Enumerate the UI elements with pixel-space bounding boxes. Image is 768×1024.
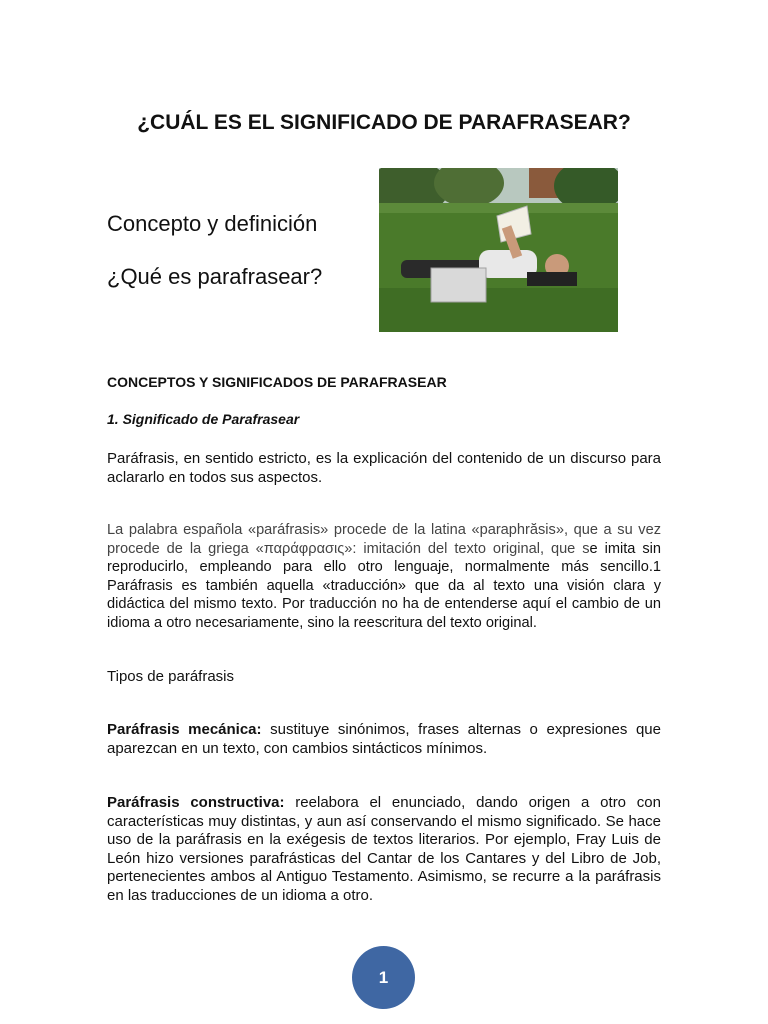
page-number-badge: 1 [352,946,415,1009]
mecanica-label: Paráfrasis mecánica: [107,721,262,738]
constructiva-text: reelabora el enunciado, dando origen a otro con características muy distintas, y aun así conservando el mismo significado. Se hace uso de la paráfrasis en la exégesis de textos literarios. Por ejemplo, Fray Luis de León hizo versiones parafrásticas del Cantar de los Cantares y del Libro de Job, pertenecientes ambos al Antiguo Testamento. Asimismo, se recurre a la paráfrasis en las traducciones de un idioma a otro. [107,794,661,904]
paragraph-constructiva [107,794,661,905]
etymology-text-a: La palabra española «paráfrasis» procede de la latina «paraphrăsis», que a su vez procede de la griega «παράφρασις»: imitación del texto original, que s [107,522,661,557]
constructiva-label: Paráfrasis constructiva: [107,794,285,811]
types-heading: Tipos de paráfrasis [107,668,235,685]
page-title: ¿CUÁL ES EL SIGNIFICADO DE PARAFRASEAR? [137,111,631,134]
concept-heading: Concepto y definición [107,211,318,236]
mecanica-text: sustituye sinónimos, frases alternas o expresiones que aparezcan en un texto, con cambios sintácticos mínimos. [107,721,661,757]
etymology-text-b: e imita sin reproducirlo, empleando para ello otro lenguaje, normalmente más sencillo.1 Paráfrasis es también aquella «traducción» que da al texto una visión clara y didáctica del mismo texto. Por traducción no ha de entenderse aquí el cambio de un idioma a otro necesariamente, sino la reescritura del texto original. [107,540,661,631]
paragraph-mecanica [107,721,661,758]
paragraph-etymology [107,521,661,632]
sub-heading: 1. Significado de Parafrasear [107,411,300,427]
paragraph-definition: Paráfrasis, en sentido estricto, es la explicación del contenido de un discurso para aclararlo en todos sus aspectos. [107,450,661,486]
question-heading: ¿Qué es parafrasear? [107,264,323,289]
section-heading: CONCEPTOS Y SIGNIFICADOS DE PARAFRASEAR [107,374,447,390]
photo-person-reading-on-grass [379,168,618,332]
